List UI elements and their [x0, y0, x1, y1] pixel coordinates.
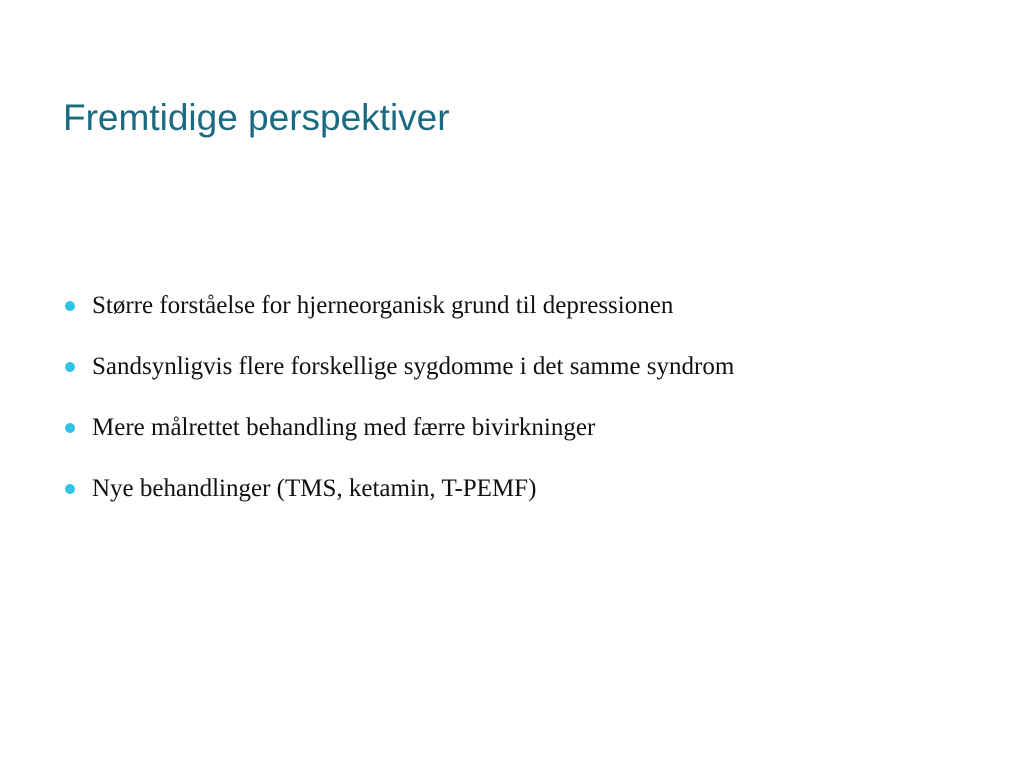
bullet-dot-icon: [65, 423, 75, 433]
bullet-dot-icon: [65, 484, 75, 494]
bullet-dot-icon: [65, 301, 75, 311]
bullet-dot-icon: [65, 362, 75, 372]
bullet-item: [63, 409, 734, 470]
bullet-list: [63, 287, 734, 531]
bullet-text: Nye behandlinger (TMS, ketamin, T-PEMF): [92, 475, 537, 502]
bullet-text: Mere målrettet behandling med færre bivirkninger: [92, 414, 596, 441]
slide-title: Fremtidige perspektiver: [63, 97, 450, 138]
bullet-item: [63, 348, 734, 409]
bullet-item: [63, 287, 734, 348]
bullet-text: Større forståelse for hjerneorganisk grund til depressionen: [92, 292, 674, 319]
bullet-item: [63, 470, 734, 531]
bullet-text: Sandsynligvis flere forskellige sygdomme i det samme syndrom: [92, 353, 735, 380]
